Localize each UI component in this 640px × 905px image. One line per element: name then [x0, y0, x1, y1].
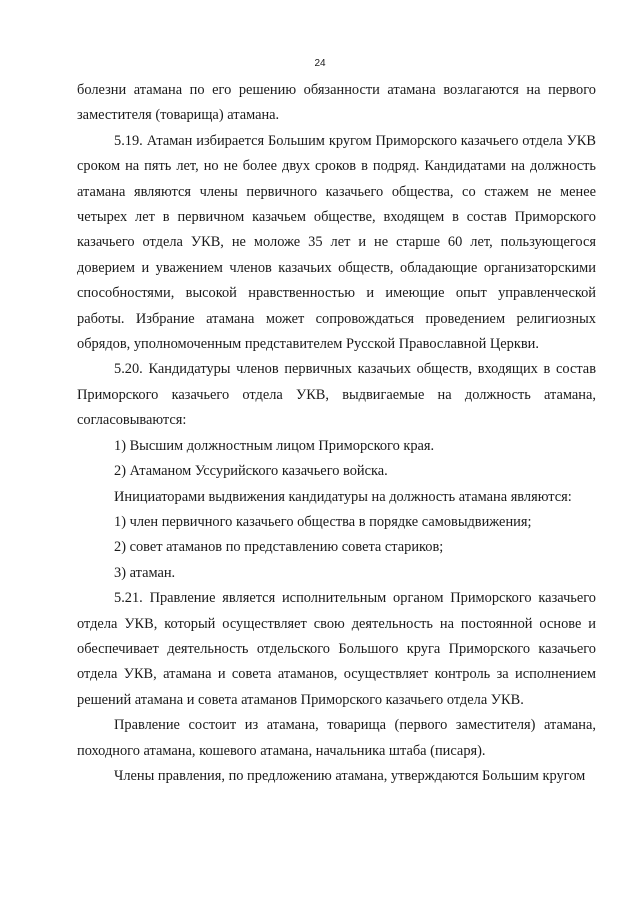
paragraph-initiators: Инициаторами выдвижения кандидатуры на должность атамана являются: — [114, 488, 572, 505]
paragraph-5-21: 5.21. Правление является исполнительным органом Приморского казачьего отдела УКВ, который осуществляет свою деятельность на постоянной основе и обеспечивает деятельность отдельского Большого круга Приморского казачьего отдела УКВ, атамана и совета атаманов, осуществляет контроль за исполнением решений атамана и совета атаманов Приморского казачьего отдела УКВ. — [77, 590, 596, 708]
paragraph-continuation: болезни атамана по его решению обязанности атамана возлагаются на первого заместителя (товарища) атамана. — [77, 82, 596, 124]
list-item-initiator-1: 1) член первичного казачьего общества в порядке самовыдвижения; — [114, 513, 532, 530]
page-number: 24 — [314, 58, 326, 69]
document-body — [77, 78, 596, 789]
list-item-initiator-3: 3) атаман. — [114, 564, 176, 581]
list-item-initiator-2: 2) совет атаманов по представлению совета стариков; — [114, 539, 444, 556]
list-item-approval-1: 1) Высшим должностным лицом Приморского края. — [114, 437, 435, 454]
list-item-approval-2: 2) Атаманом Уссурийского казачьего войска. — [114, 463, 388, 480]
paragraph-board-composition: Правление состоит из атамана, товарища (первого заместителя) атамана, походного атамана, кошевого атамана, начальника штаба (писаря). — [77, 717, 596, 759]
paragraph-5-20: 5.20. Кандидатуры членов первичных казачьих обществ, входящих в состав Приморского казачьего отдела УКВ, выдвигаемые на должность атамана, согласовываются: — [77, 361, 596, 429]
paragraph-5-19: 5.19. Атаман избирается Большим кругом Приморского казачьего отдела УКВ сроком на пять лет, но не более двух сроков в подряд. Кандидатами на должность атамана являются члены первичного казачьего общества, со стажем не менее четырех лет в первичном казачьем обществе, входящем в состав Приморского казачьего отдела УКВ, не моложе 35 лет и не старше 60 лет, пользующегося доверием и уважением членов казачьих обществ, обладающие организаторскими способностями, высокой нравственностью и имеющие опыт управленческой работы. Избрание атамана может сопровождаться проведением религиозных обрядов, уполномоченным представителем Русской Православной Церкви. — [77, 132, 596, 353]
paragraph-board-members: Члены правления, по предложению атамана, утверждаются Большим кругом — [114, 767, 586, 784]
